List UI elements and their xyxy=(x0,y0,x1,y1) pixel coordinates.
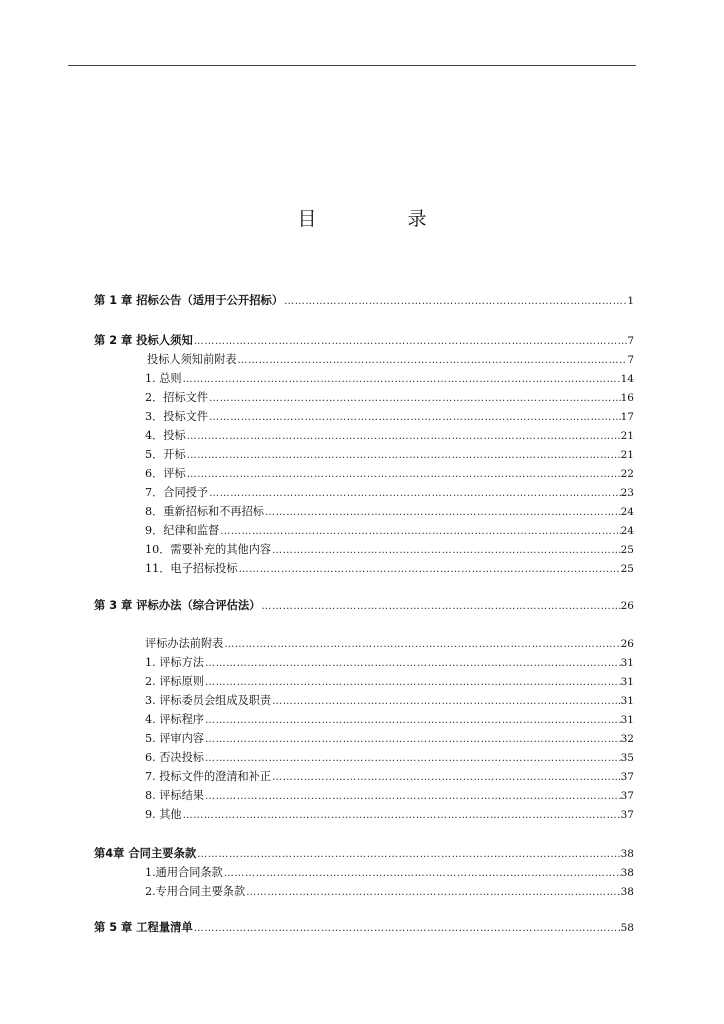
toc-entry-page: 16 xyxy=(620,392,634,404)
toc-entry-label: 5．开标 xyxy=(145,448,186,461)
toc-entry-label: 评标办法前附表 xyxy=(145,637,224,650)
toc-entry-3-4[interactable] xyxy=(145,711,634,729)
toc-leader-dots xyxy=(261,598,621,616)
toc-entry-2-6[interactable] xyxy=(145,465,634,483)
toc-entry-4-2[interactable] xyxy=(145,883,634,901)
toc-entry-page: 35 xyxy=(620,752,634,764)
toc-leader-dots xyxy=(208,409,621,427)
toc-leader-dots xyxy=(204,712,621,730)
toc-entry-3-8[interactable] xyxy=(145,787,634,805)
toc-entry-label: 2. 评标原则 xyxy=(145,675,204,688)
toc-leader-dots xyxy=(264,504,621,522)
toc-leader-dots xyxy=(193,333,628,351)
toc-entry-page: 38 xyxy=(620,867,634,879)
toc-leader-dots xyxy=(186,466,621,484)
toc-entry-3-5[interactable] xyxy=(145,730,634,748)
toc-leader-dots xyxy=(204,750,621,768)
toc-leader-dots xyxy=(204,788,621,806)
toc-entry-label: 5. 评审内容 xyxy=(145,732,204,745)
toc-entry-2-4[interactable] xyxy=(145,427,634,445)
toc-leader-dots xyxy=(182,807,621,825)
toc-entry-label: 9. 其他 xyxy=(145,808,182,821)
toc-entry-label: 9．纪律和监督 xyxy=(145,524,220,537)
toc-entry-page: 31 xyxy=(620,714,634,726)
toc-leader-dots xyxy=(271,769,621,787)
toc-entry-page: 24 xyxy=(620,525,634,537)
toc-leader-dots xyxy=(223,636,620,654)
toc-entry-label: 1. 评标方法 xyxy=(145,656,204,669)
toc-entry-2-11[interactable] xyxy=(145,560,634,578)
toc-leader-dots xyxy=(186,428,621,446)
toc-entry-page: 32 xyxy=(620,733,634,745)
toc-entry-3-2[interactable] xyxy=(145,673,634,691)
toc-entry-label: 第 1 章 招标公告（适用于公开招标） xyxy=(94,294,284,307)
toc-entry-3-front-table[interactable] xyxy=(145,635,634,653)
toc-leader-dots xyxy=(271,542,621,560)
toc-entry-label: 第 3 章 评标办法（综合评估法） xyxy=(94,599,261,612)
toc-entry-label: 7．合同授予 xyxy=(145,486,209,499)
toc-entry-label: 11．电子招标投标 xyxy=(145,562,238,575)
toc-entry-2-7[interactable] xyxy=(145,484,634,502)
toc-entry-2-9[interactable] xyxy=(145,522,634,540)
toc-entry-label: 3. 评标委员会组成及职责 xyxy=(145,694,272,707)
toc-entry-page: 7 xyxy=(627,335,634,347)
toc-entry-page: 37 xyxy=(620,809,634,821)
toc-entry-page: 7 xyxy=(627,354,634,366)
toc-leader-dots xyxy=(186,447,621,465)
toc-entry-page: 58 xyxy=(620,922,634,934)
toc-entry-label: 3．投标文件 xyxy=(145,410,209,423)
toc-entry-label: 8. 评标结果 xyxy=(145,789,204,802)
toc-entry-page: 38 xyxy=(620,848,634,860)
toc-entry-chapter-3[interactable] xyxy=(94,597,634,615)
toc-entry-page: 21 xyxy=(620,430,634,442)
toc-entry-page: 21 xyxy=(620,449,634,461)
toc-leader-dots xyxy=(283,293,627,311)
toc-entry-chapter-4[interactable] xyxy=(94,845,634,863)
toc-entry-page: 38 xyxy=(620,886,634,898)
toc-entry-label: 第 2 章 投标人须知 xyxy=(94,334,193,347)
toc-entry-page: 37 xyxy=(620,771,634,783)
toc-entry-page: 25 xyxy=(620,544,634,556)
toc-leader-dots xyxy=(237,352,628,370)
toc-entry-page: 22 xyxy=(620,468,634,480)
toc-entry-2-10[interactable] xyxy=(145,541,634,559)
toc-leader-dots xyxy=(182,371,621,389)
toc-entry-chapter-2[interactable] xyxy=(94,332,634,350)
toc-entry-page: 26 xyxy=(620,638,634,650)
toc-entry-2-2[interactable] xyxy=(145,389,634,407)
toc-entry-4-1[interactable] xyxy=(145,864,634,882)
toc-entry-page: 37 xyxy=(620,790,634,802)
toc-entry-page: 25 xyxy=(620,563,634,575)
toc-entry-label: 1.通用合同条款 xyxy=(145,866,223,879)
toc-entry-label: 投标人须知前附表 xyxy=(147,353,237,366)
toc-entry-3-1[interactable] xyxy=(145,654,634,672)
toc-entry-label: 8．重新招标和不再招标 xyxy=(145,505,264,518)
toc-entry-page: 31 xyxy=(620,676,634,688)
toc-leader-dots xyxy=(208,485,621,503)
toc-entry-label: 6. 否决投标 xyxy=(145,751,204,764)
toc-entry-2-3[interactable] xyxy=(145,408,634,426)
toc-leader-dots xyxy=(204,655,621,673)
toc-leader-dots xyxy=(204,731,621,749)
toc-entry-2-1[interactable] xyxy=(145,370,634,388)
toc-leader-dots xyxy=(223,865,621,883)
header-rule xyxy=(68,65,636,66)
toc-leader-dots xyxy=(245,884,620,902)
toc-leader-dots xyxy=(271,693,621,711)
toc-entry-page: 26 xyxy=(620,600,634,612)
toc-entry-page: 23 xyxy=(620,487,634,499)
toc-entry-label: 7. 投标文件的澄清和补正 xyxy=(145,770,272,783)
toc-entry-page: 17 xyxy=(620,411,634,423)
toc-leader-dots xyxy=(204,674,621,692)
toc-leader-dots xyxy=(219,523,620,541)
toc-entry-chapter-5[interactable] xyxy=(94,919,634,937)
toc-entry-label: 第4章 合同主要条款 xyxy=(94,847,197,860)
toc-entry-page: 1 xyxy=(627,295,634,307)
toc-leader-dots xyxy=(208,390,621,408)
toc-entry-page: 31 xyxy=(620,695,634,707)
toc-leader-dots xyxy=(193,920,621,938)
toc-entry-page: 24 xyxy=(620,506,634,518)
toc-entry-3-7[interactable] xyxy=(145,768,634,786)
toc-entry-page: 14 xyxy=(620,373,634,385)
toc-leader-dots xyxy=(238,561,621,579)
toc-entry-label: 2.专用合同主要条款 xyxy=(145,885,246,898)
toc-entry-label: 2．招标文件 xyxy=(145,391,209,404)
toc-entry-label: 4. 评标程序 xyxy=(145,713,204,726)
toc-entry-2-5[interactable] xyxy=(145,446,634,464)
toc-entry-label: 10．需要补充的其他内容 xyxy=(145,543,272,556)
toc-entry-label: 4．投标 xyxy=(145,429,186,442)
toc-entry-3-9[interactable] xyxy=(145,806,634,824)
toc-entry-page: 31 xyxy=(620,657,634,669)
toc-entry-3-6[interactable] xyxy=(145,749,634,767)
toc-entry-label: 第 5 章 工程量清单 xyxy=(94,921,193,934)
toc-leader-dots xyxy=(196,846,620,864)
toc-entry-label: 6．评标 xyxy=(145,467,186,480)
toc-entry-label: 1. 总则 xyxy=(145,372,182,385)
toc-entry-2-8[interactable] xyxy=(145,503,634,521)
toc-entry-chapter-1[interactable] xyxy=(94,292,634,310)
toc-entry-3-3[interactable] xyxy=(145,692,634,710)
toc-title: 目 录 xyxy=(297,208,463,230)
toc-entry-2-front-table[interactable] xyxy=(147,351,634,369)
